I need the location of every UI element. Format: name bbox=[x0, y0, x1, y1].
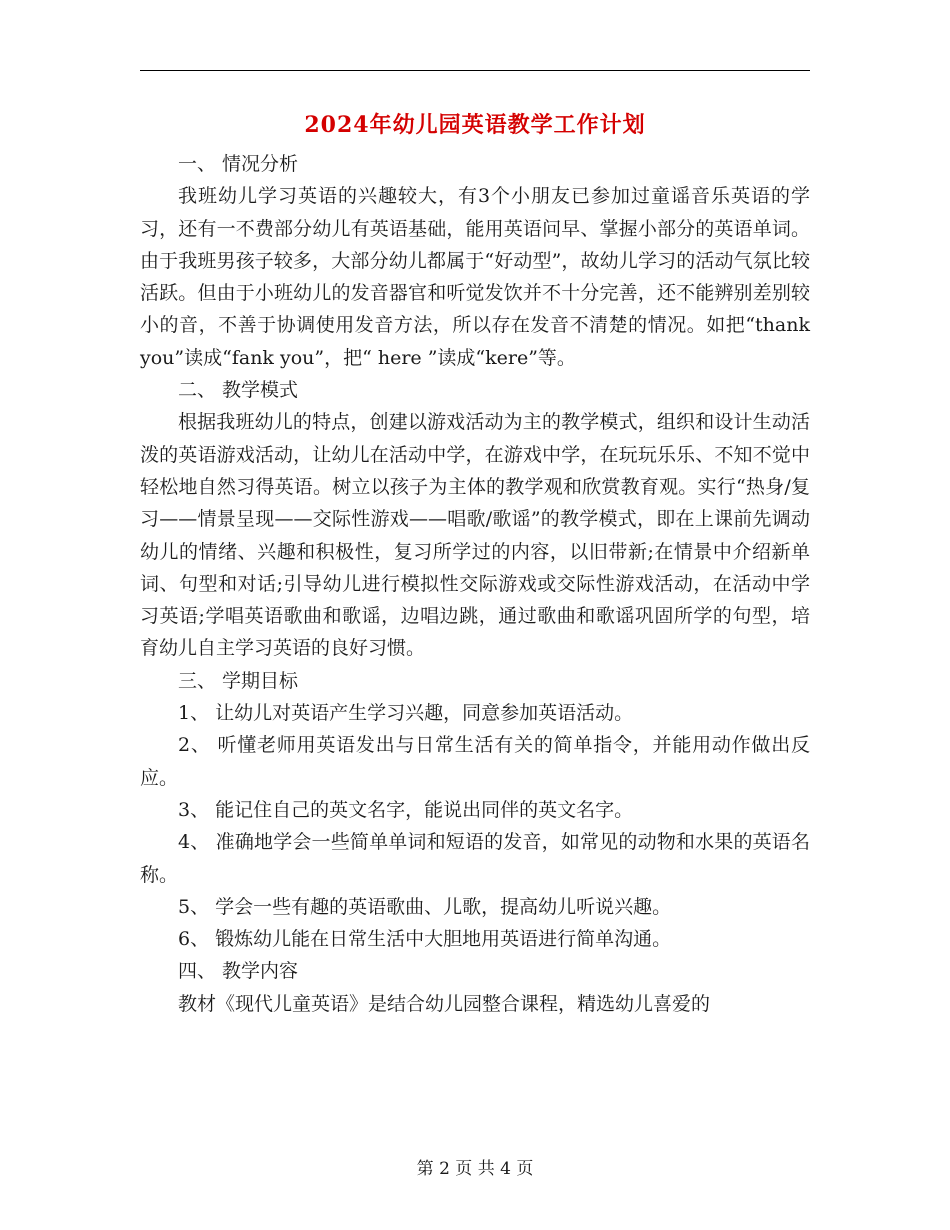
document-body bbox=[140, 148, 810, 1020]
section-heading: 二、 教学模式 bbox=[178, 379, 299, 402]
body-paragraph: 我班幼儿学习英语的兴趣较大，有3个小朋友已参加过童谣音乐英语的学习，还有一不费部分幼儿有英语基础，能用英语问早、掌握小部分的英语单词。由于我班男孩子较多，大部分幼儿都属于“好动型”，故幼儿学习的活动气氛比较活跃。但由于小班幼儿的发音器官和听觉发饮并不十分完善，还不能辨别差别较小的音，不善于协调使用发音方法，所以存在发音不清楚的情况。如把“thank you”读成“fank you”，把“ here ”读成“kere”等。 bbox=[140, 185, 810, 369]
list-item: 4、 准确地学会一些简单单词和短语的发音，如常见的动物和水果的英语名称。 bbox=[140, 831, 810, 886]
section-heading: 四、 教学内容 bbox=[178, 960, 299, 983]
page-number-footer: 第 2 页 共 4 页 bbox=[416, 1159, 534, 1179]
body-paragraph: 根据我班幼儿的特点，创建以游戏活动为主的教学模式，组织和设计生动活泼的英语游戏活动，让幼儿在活动中学，在游戏中学，在玩玩乐乐、不知不觉中轻松地自然习得英语。树立以孩子为主体的教学观和欣赏教育观。实行“热身/复习——情景呈现——交际性游戏——唱歌/歌谣”的教学模式，即在上课前先调动幼儿的情绪、兴趣和积极性，复习所学过的内容，以旧带新;在情景中介绍新单词、句型和对话;引导幼儿进行模拟性交际游戏或交际性游戏活动，在活动中学习英语;学唱英语歌曲和歌谣，边唱边跳，通过歌曲和歌谣巩固所学的句型，培育幼儿自主学习英语的良好习惯。 bbox=[140, 411, 810, 660]
list-item: 2、 听懂老师用英语发出与日常生活有关的简单指令，并能用动作做出反应。 bbox=[140, 734, 810, 789]
section-heading: 三、 学期目标 bbox=[178, 669, 299, 692]
section-heading: 一、 情况分析 bbox=[178, 153, 299, 175]
header-rule bbox=[140, 70, 810, 71]
list-item: 1、 让幼儿对英语产生学习兴趣，同意参加英语活动。 bbox=[178, 702, 634, 725]
list-item: 5、 学会一些有趣的英语歌曲、儿歌，提高幼儿听说兴趣。 bbox=[178, 895, 672, 918]
document-title: 2024年幼儿园英语教学工作计划 bbox=[304, 112, 646, 138]
list-item: 3、 能记住自己的英文名字，能说出同伴的英文名字。 bbox=[178, 798, 634, 821]
list-item: 6、 锻炼幼儿能在日常生活中大胆地用英语进行简单沟通。 bbox=[178, 928, 672, 951]
body-paragraph: 教材《现代儿童英语》是结合幼儿园整合课程，精选幼儿喜爱的 bbox=[178, 992, 711, 1015]
